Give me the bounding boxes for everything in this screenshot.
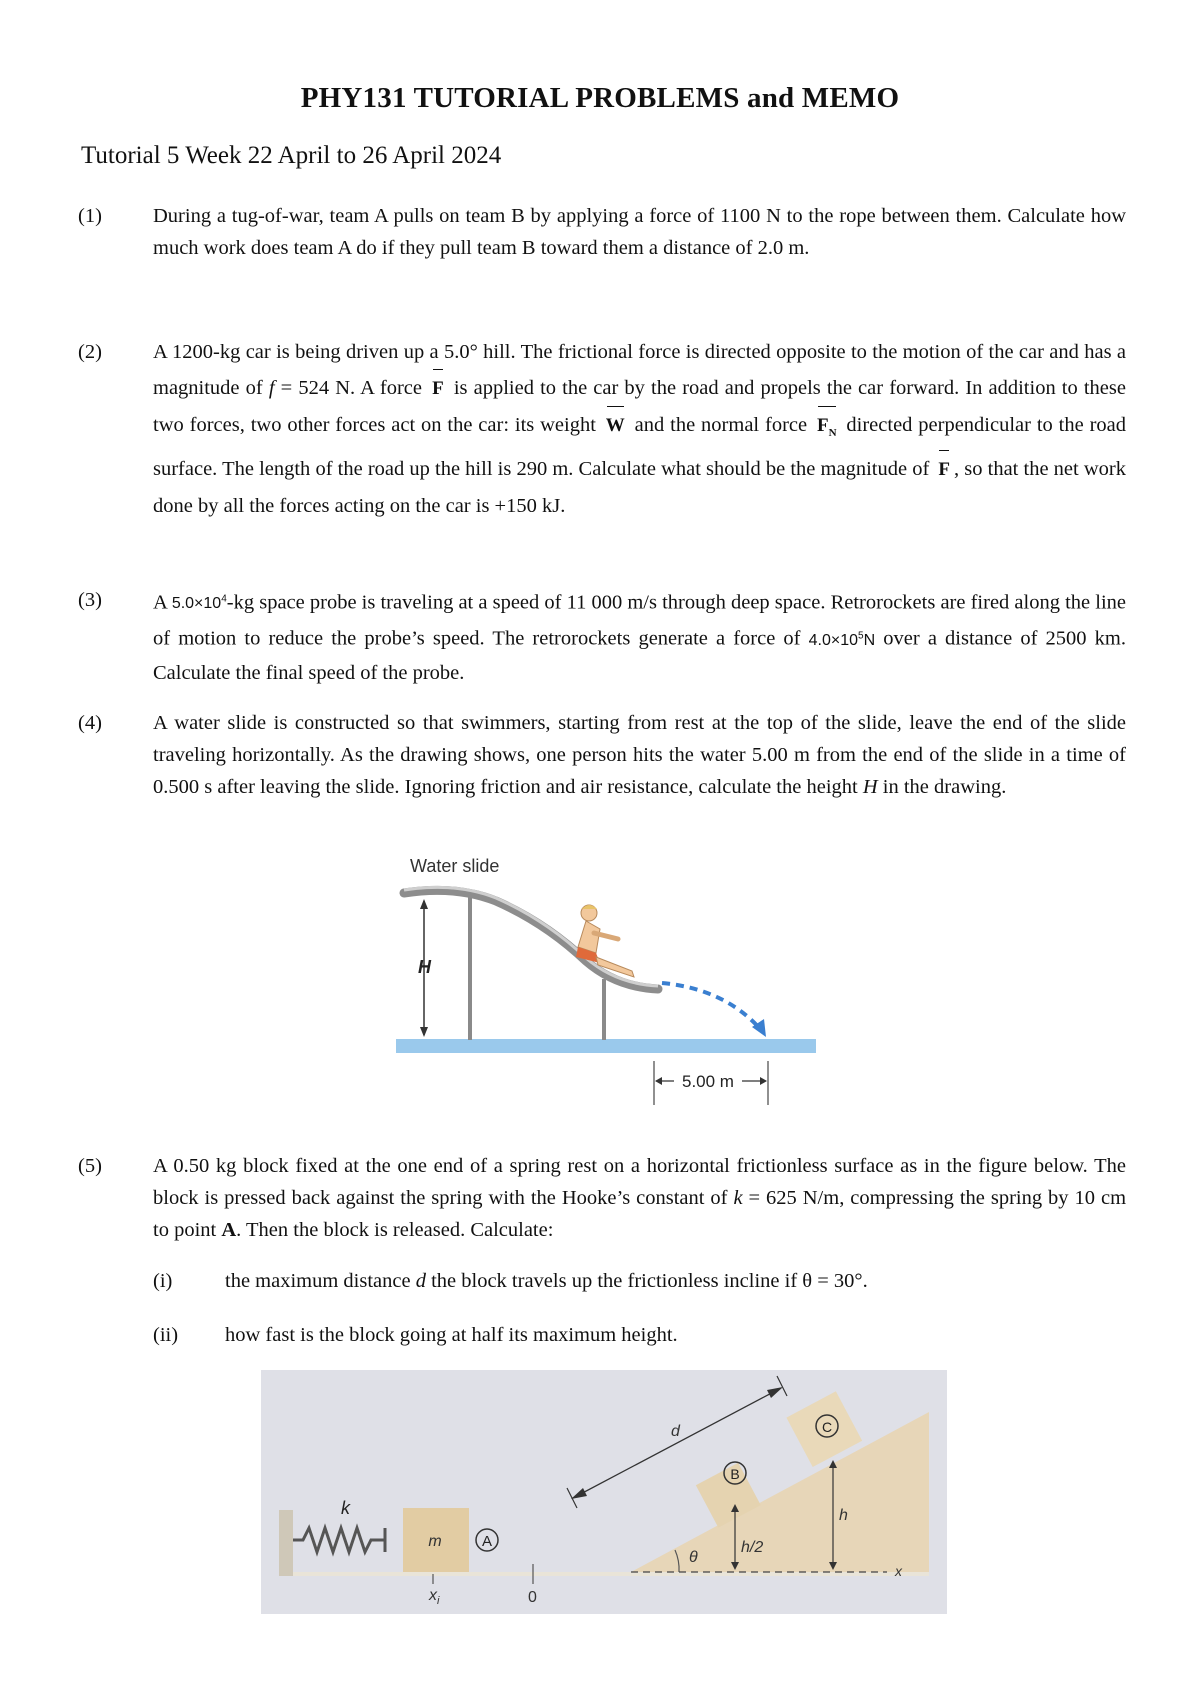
problem-text: During a tug-of-war, team A pulls on team B by applying a force of 1100 N to the rope between them. Calculate how much work does team A do if they pull team B toward them a distance of 2.0 m. [153, 205, 1126, 259]
problem-3 [76, 584, 1126, 689]
distance-arrowhead-left [655, 1077, 662, 1085]
x-axis-label: x [895, 1563, 902, 1579]
problem-5 [76, 1150, 1126, 1246]
problem-text: A 1200-kg car is being driven up a 5.0° hill. The frictional force is directed opposite to the motion of the car and has a magnitude of f = 524 N. A force F is applied to the car by the road and propels the car forward. In addition to these two forces, two other forces act on the car: its weight W and the normal force $F_N$ directed perpendicular to the road surface. The length of the road up the hill is 290 m. Calculate what should be the magnitude of F , so that the net work done by all the forces acting on the car is +150 kJ. [153, 341, 1127, 517]
swimmer-figure [576, 905, 634, 977]
subpart-text: the maximum distance d the block travels up the frictionless incline if θ = 30°. [225, 1270, 868, 1292]
height-label: h [839, 1507, 848, 1524]
friction-symbol: f [268, 377, 275, 399]
angle-label: θ [689, 1549, 698, 1566]
normal-force-vector-symbol: $F_N$ [817, 408, 837, 451]
point-c-label: C [821, 1419, 833, 1435]
subpart-text: how fast is the block going at half its maximum height. [225, 1324, 678, 1346]
retro-force-value: $4.0\times 10^5N$ [808, 630, 876, 649]
page-subtitle: Tutorial 5 Week 22 April to 26 April 2024 [81, 142, 502, 169]
problem-number: (4) [78, 712, 102, 734]
problem-2 [76, 334, 1126, 524]
origin-label: 0 [528, 1589, 537, 1606]
floor [279, 1572, 929, 1576]
height-arrow-bottom [420, 1027, 428, 1037]
problem-text: A water slide is constructed so that swimmers, starting from rest at the top of the slide, leave the end of the slide traveling horizontally. As the drawing shows, one person hits the water 5.00 m from the end of the slide in a time of 0.500 s after leaving the slide. Ignoring friction and air resistance, calculate the height H in the drawing. [153, 712, 1126, 798]
force-vector-symbol: F [938, 452, 950, 488]
problem-text: A 0.50 kg block fixed at the one end of a spring rest on a horizontal frictionless surface as in the figure below. The block is pressed back against the spring with the Hooke’s constant of k = 625 N/m, compressing the spring by 10 cm to point A. Then the block is released. Calculate: [153, 1155, 1127, 1241]
problem-number: (3) [78, 589, 102, 611]
height-arrow-top [420, 899, 428, 909]
spring-incline-figure [261, 1370, 947, 1614]
problem-5-part-i [153, 1266, 868, 1296]
problem-4 [76, 707, 1126, 803]
problem-5-part-ii [153, 1320, 678, 1350]
problem-number: (5) [78, 1155, 102, 1177]
problem-number: (2) [78, 341, 102, 363]
problem-number: (1) [78, 205, 102, 227]
slide-figure-title: Water slide [410, 856, 500, 876]
wall [279, 1510, 293, 1576]
xi-label: $x_i$ [429, 1587, 440, 1607]
distance-d-label: d [671, 1423, 680, 1440]
water-slide-figure [396, 853, 816, 1113]
spring-constant-label: k [341, 1498, 350, 1518]
half-height-label: h/2 [741, 1539, 764, 1556]
trajectory-path [662, 983, 762, 1031]
subpart-number: (ii) [153, 1324, 179, 1346]
subpart-number: (i) [153, 1270, 173, 1292]
force-vector-symbol: F [432, 371, 444, 407]
probe-mass-value: $5.0\times 10^4$ [171, 594, 227, 613]
page-title: PHY131 TUTORIAL PROBLEMS and MEMO [300, 82, 900, 114]
problem-text: A $5.0\times 10^4-kg$ space probe is traveling at a speed of 11 000 m/s through deep space. Retrorockets are fired along the line of motion to reduce the probe’s speed. The retrorockets generate a force of $4.0\times 10^5N$ over a distance of 2500 km. Calculate the final speed of the probe. [153, 591, 1126, 684]
weight-vector-symbol: W [606, 408, 625, 444]
height-label: H [418, 957, 431, 977]
block-mass-label: m [428, 1533, 442, 1550]
distance-label: 5.00 m [682, 1072, 734, 1091]
problem-1 [76, 200, 1126, 264]
distance-arrowhead-right [760, 1077, 767, 1085]
water-surface [396, 1039, 816, 1053]
point-b-label: B [730, 1466, 740, 1482]
point-a-label: A [481, 1533, 493, 1550]
